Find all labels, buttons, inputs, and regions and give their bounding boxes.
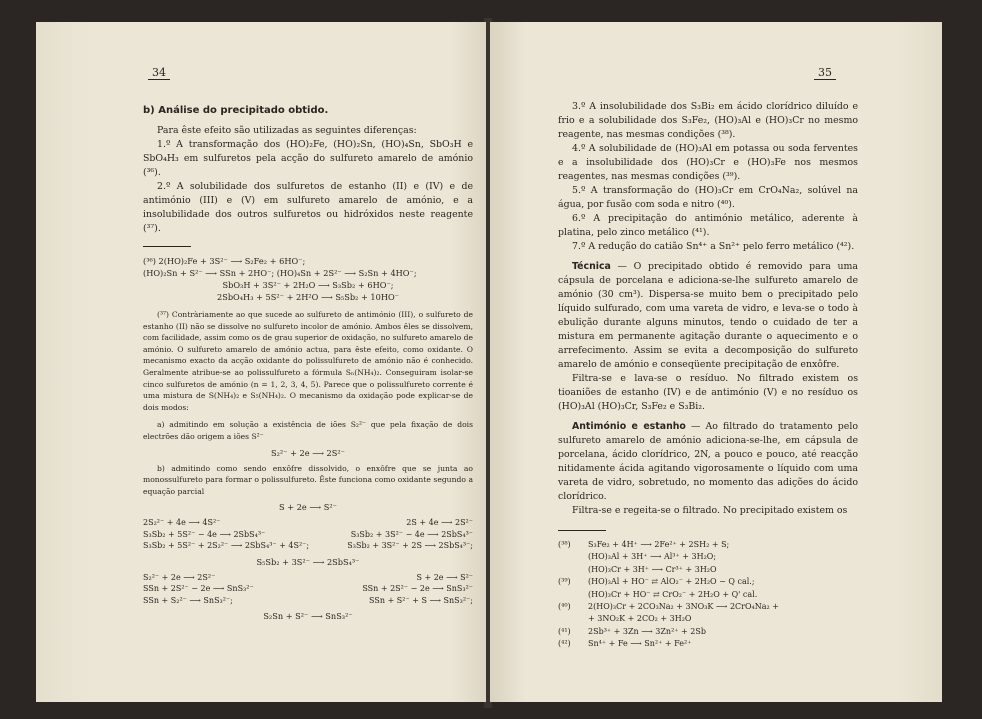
- right-column: [558, 100, 858, 651]
- equation-line: SbO₃H + 3S²⁻ + 2H₂O ⟶ S₃Sb₂ + 6HO⁻;: [222, 280, 394, 290]
- left-column: [143, 104, 473, 626]
- tecnica-text: — O precipitado obtido é removido para uma cápsula de porcelana e adiciona-se-lhe sulfureto amarelo de amónio (30 cm³). Dispersa-se muito bem o precipitado pelo líquido sulfurado, com uma vareta de vidro, e leva-se o todo à ebulição durante alguns minutos, tendo o cuidado de ter a mistura em permanente agitação durante o aquecimento e o arrefecimento. Assim se evita a decomposição do sulfureto amarelo de amónio e conseqüente precipitação de enxôfre.: [558, 261, 858, 370]
- equation-last: S₂Sn + S²⁻ ⟶ SnS₃²⁻: [263, 611, 353, 622]
- equation-a: S₂²⁻ + 2e ⟶ 2S²⁻: [271, 447, 345, 458]
- equation-line: S₃Sb₂ + 3S²⁻ + 2S ⟶ 2SbS₄³⁻;: [347, 541, 473, 551]
- equation-line: (³⁶) 2(HO)₂Fe + 3S²⁻ ⟶ S₂Fe₂ + 6HO⁻;: [143, 256, 306, 266]
- equation-b: S + 2e ⟶ S²⁻: [279, 502, 337, 513]
- equation-line: S₃Sb₂ + 5S²⁻ + 2S₂²⁻ ⟶ 2SbS₄³⁻ + 4S²⁻;: [143, 541, 310, 551]
- item-2: 2.º A solubilidade dos sulfuretos de estanho (II) e (IV) e de antimónio (III) e (V) em sulfureto amarelo de amónio, e a insolubilidade dos outros sulfuretos ou hidróxidos neste reagente (³⁷).: [143, 181, 473, 234]
- intro-paragraph: Para êste efeito são utilizadas as seguintes diferenças:: [157, 125, 417, 136]
- item-6: 6.º A precipitação do antimónio metálico, aderente à platina, pelo zinco metálico (⁴¹).: [558, 213, 858, 238]
- equation-line: S₃Sb₂ + 3S²⁻ − 4e ⟶ 2SbS₄³⁻: [350, 529, 473, 539]
- section-heading: b) Análise do precipitado obtido.: [143, 105, 329, 116]
- note-b: b) admitindo como sendo enxôfre dissolvido, o enxôfre que se junta ao monossulfureto para formar o polissulfureto. Êste funciona como oxidante segundo a equação parcial: [143, 463, 473, 496]
- footnote-42: (⁴²) Sn⁴⁺ + Fe ⟶ Sn²⁺ + Fe²⁺: [558, 639, 692, 649]
- equation-mid: S₅Sb₂ + 3S²⁻ ⟶ 2SbS₄³⁻: [256, 556, 360, 567]
- antimonio-paragraph: [558, 420, 858, 504]
- footnote-38: (³⁸) S₃Fe₂ + 4H⁺ ⟶ 2Fe²⁺ + 2SH₂ + S; (HO)₃Al + 3H⁺ ⟶ Al³⁺ + 3H₂O; (HO)₃Cr + 3H⁺ ⟶ Cr³⁺ + 3H₂O: [558, 540, 730, 574]
- footnote-41: (⁴¹) 2Sb³⁺ + 3Zn ⟶ 3Zn²⁺ + 2Sb: [558, 626, 706, 636]
- page-number-left: 34: [148, 66, 170, 80]
- page-number-right: 35: [814, 66, 836, 80]
- equation-line: (HO)₂Sn + S²⁻ ⟶ SSn + 2HO⁻; (HO)₄Sn + 2S²⁻ ⟶ S₂Sn + 4HO⁻;: [143, 268, 417, 278]
- item-7: 7.º A redução do catião Sn⁴⁺ a Sn²⁺ pelo ferro metálico (⁴²).: [572, 241, 855, 252]
- footnote-37: (³⁷) Contràriamente ao que sucede ao sulfureto de antimónio (III), o sulfureto de estanho (II) não se dissolve no sulfureto incolor de amónio. Ambos êles se dissolvem, com facilidade, assim como os de grau superior de oxidação, no sulfureto amarelo de amónio. O sulfureto amarelo de amónio actua, para êste efeito, como oxidante. O mecanismo exacto da acção oxidante do polissulfureto de amónio não é conhecido. Geralmente atribue-se ao polissulfureto a fórmula Sₙ(NH₄)₂. Conseguiram isolar-se cinco sulfuretos de amónio (n = 1, 2, 3, 4, 5). Parece que o polissulfureto corrente é uma mistura de S(NH₄)₂ e S₅(NH₄)₂. O mecanismo da oxidação pode explicar-se de dois modos:: [143, 310, 473, 412]
- item-1: 1.º A transformação dos (HO)₂Fe, (HO)₂Sn, (HO)₄Sn, SbO₃H e SbO₄H₃ em sulfuretos pela acção do sulfureto amarelo de amónio (³⁶).: [143, 139, 473, 178]
- equation-line: S₂²⁻ + 2e ⟶ 2S²⁻: [143, 572, 216, 582]
- item-4: 4.º A solubilidade de (HO)₃Al em potassa ou soda ferventes e a insolubilidade dos (HO)₃Cr e (HO)₃Fe nos mesmos reagentes, nas mesmas condições (³⁹).: [558, 143, 858, 182]
- item-5: 5.º A transformação do (HO)₃Cr em CrO₄Na₂, solúvel na água, por fusão com soda e nitro (⁴⁰).: [558, 185, 858, 210]
- equation-line: 2S₂²⁻ + 4e ⟶ 4S²⁻: [143, 518, 221, 528]
- footnote-40: (⁴⁰) 2(HO)₃Cr + 2CO₃Na₂ + 3NO₃K ⟶ 2CrO₄Na₂ + + 3NO₂K + 2CO₂ + 3H₂O: [558, 602, 779, 624]
- footnote-list: [558, 539, 858, 651]
- footnote-39: (³⁹) (HO)₃Al + HO⁻ ⇄ AlO₂⁻ + 2H₂O − Q cal.; (HO)₃Cr + HO⁻ ⇄ CrO₂⁻ + 2H₂O + Q' cal.: [558, 577, 758, 599]
- filtra-paragraph-1: Filtra-se e lava-se o resíduo. No filtrado existem os tioaniões de estanho (IV) e de antimónio (V) e no resíduo os (HO)₃Al (HO)₃Cr, S₃Fe₂ e S₃Bi₂.: [558, 373, 858, 412]
- equation-line: SSn + S₂²⁻ ⟶ SnS₃²⁻;: [143, 595, 233, 605]
- equation-grid-2: [143, 572, 473, 607]
- filtra-paragraph-2: Filtra-se e regeita-se o filtrado. No precipitado existem os: [572, 505, 848, 516]
- equation-line: S + 2e ⟶ S²⁻: [416, 572, 473, 582]
- equation-line: 2SbO₄H₃ + 5S²⁻ + 2H²O ⟶ S₅Sb₂ + 10HO⁻: [217, 292, 399, 302]
- footnote-36: [143, 255, 473, 303]
- equation-line: SSn + S²⁻ + S ⟶ SnS₃²⁻;: [369, 595, 473, 605]
- footnote-rule: [143, 246, 191, 247]
- item-3: 3.º A insolubilidade dos S₃Bi₂ em ácido clorídrico diluído e frio e a solubilidade dos S₃Fe₂, (HO)₃Al e (HO)₃Cr no mesmo reagente, nas mesmas condições (³⁸).: [558, 101, 858, 140]
- left-page: [36, 22, 486, 702]
- antimonio-text: — Ao filtrado do tratamento pelo sulfureto amarelo de amónio adiciona-se-lhe, em cápsula de porcelana, ácido clorídrico, 2N, a pouco e pouco, até reacção nitidamente ácida agitando vigorosamente o líquido com uma vareta de vidro, sobretudo, no momento das adições do ácido clorídrico.: [558, 421, 858, 502]
- right-page: [490, 22, 942, 702]
- note-a: a) admitindo em solução a existência de iões S₂²⁻ que pela fixação de dois electrões dão origem a iões S²⁻: [143, 420, 473, 441]
- antimonio-title: Antimónio e estanho: [572, 421, 686, 432]
- tecnica-paragraph: [558, 260, 858, 372]
- equation-grid-1: [143, 517, 473, 552]
- footnote-rule: [558, 530, 606, 531]
- equation-line: 2S + 4e ⟶ 2S²⁻: [406, 518, 473, 528]
- equation-line: S₃Sb₂ + 5S²⁻ − 4e ⟶ 2SbS₄³⁻: [143, 529, 266, 539]
- tecnica-title: Técnica: [572, 261, 611, 272]
- equation-line: SSn + 2S²⁻ − 2e ⟶ SnS₃²⁻: [362, 584, 473, 594]
- equation-line: SSn + 2S²⁻ − 2e ⟶ SnS₃²⁻: [143, 584, 254, 594]
